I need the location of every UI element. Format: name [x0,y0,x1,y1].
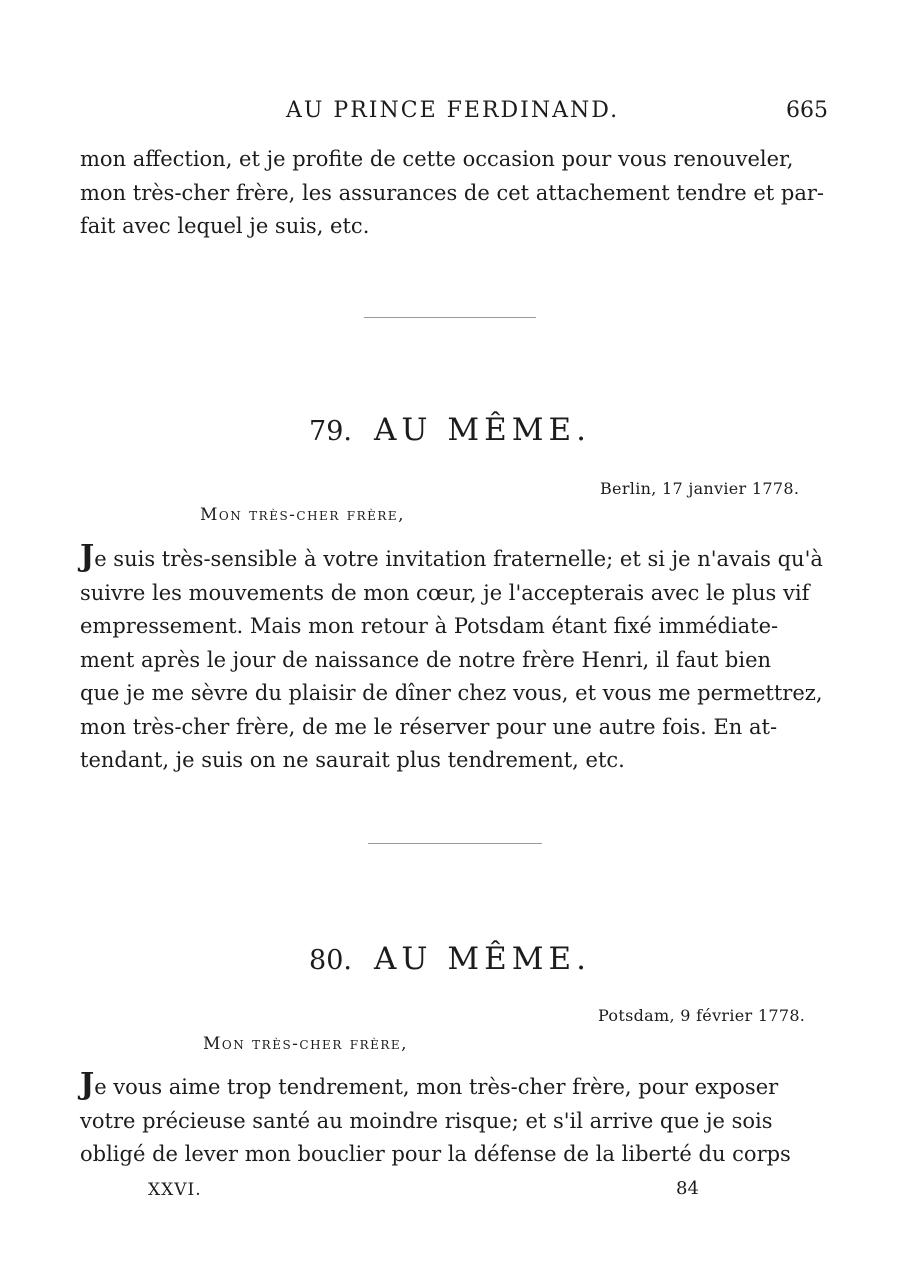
text-line: e suis très-sensible à votre invitation fraternelle; et si je n'avais qu'à [94,547,823,571]
text-line: mon très-cher frère, les assurances de cet attachement tendre et par- [80,180,825,205]
drop-cap: J [80,1067,95,1102]
dateline: Potsdam, 9 février 1778. [598,1006,806,1025]
running-title: AU PRINCE FERDINAND. [286,98,620,123]
text-line: votre précieuse santé au moindre risque; et s'il arrive que je sois [80,1108,773,1133]
section-divider [364,317,536,318]
letter-heading [0,941,900,977]
letter-body [80,540,832,778]
letter-heading [0,412,900,448]
letter-body [80,1068,832,1172]
text-line: obligé de lever mon bouclier pour la défense de la liberté du corps [80,1142,791,1166]
letter-title: AU MÊME. [373,941,591,977]
opening-paragraph [80,143,832,244]
page-number: 665 [786,98,828,123]
text-line: que je me sèvre du plaisir de dîner chez vous, et vous me permettrez, [80,681,823,705]
volume-mark: XXVI. [148,1180,202,1200]
text-line: mon affection, et je profite de cette occasion pour vous renouveler, [80,147,794,171]
letter-number: 80. [309,945,352,976]
letter-number: 79. [309,416,352,447]
text-line: fait avec lequel je suis, etc. [80,214,370,238]
dateline: Berlin, 17 janvier 1778. [600,479,800,498]
drop-cap: J [80,539,95,574]
section-divider [368,843,542,844]
letter-title: AU MÊME. [373,412,591,448]
text-line: mon très-cher frère, de me le réserver pour une autre fois. En at- [80,714,778,739]
salutation: Mon très-cher frère, [200,505,406,525]
text-line: ment après le jour de naissance de notre frère Henri, il faut bien [80,647,772,672]
running-head [0,98,900,128]
salutation: Mon très-cher frère, [203,1034,409,1054]
text-line: suivre les mouvements de mon cœur, je l'accepterais avec le plus vif [80,580,810,605]
text-line: empressement. Mais mon retour à Potsdam étant fixé immédiate- [80,614,779,638]
text-line: e vous aime trop tendrement, mon très-cher frère, pour exposer [94,1075,779,1099]
signature-mark: 84 [676,1178,699,1199]
text-line: tendant, je suis on ne saurait plus tendrement, etc. [80,748,625,772]
